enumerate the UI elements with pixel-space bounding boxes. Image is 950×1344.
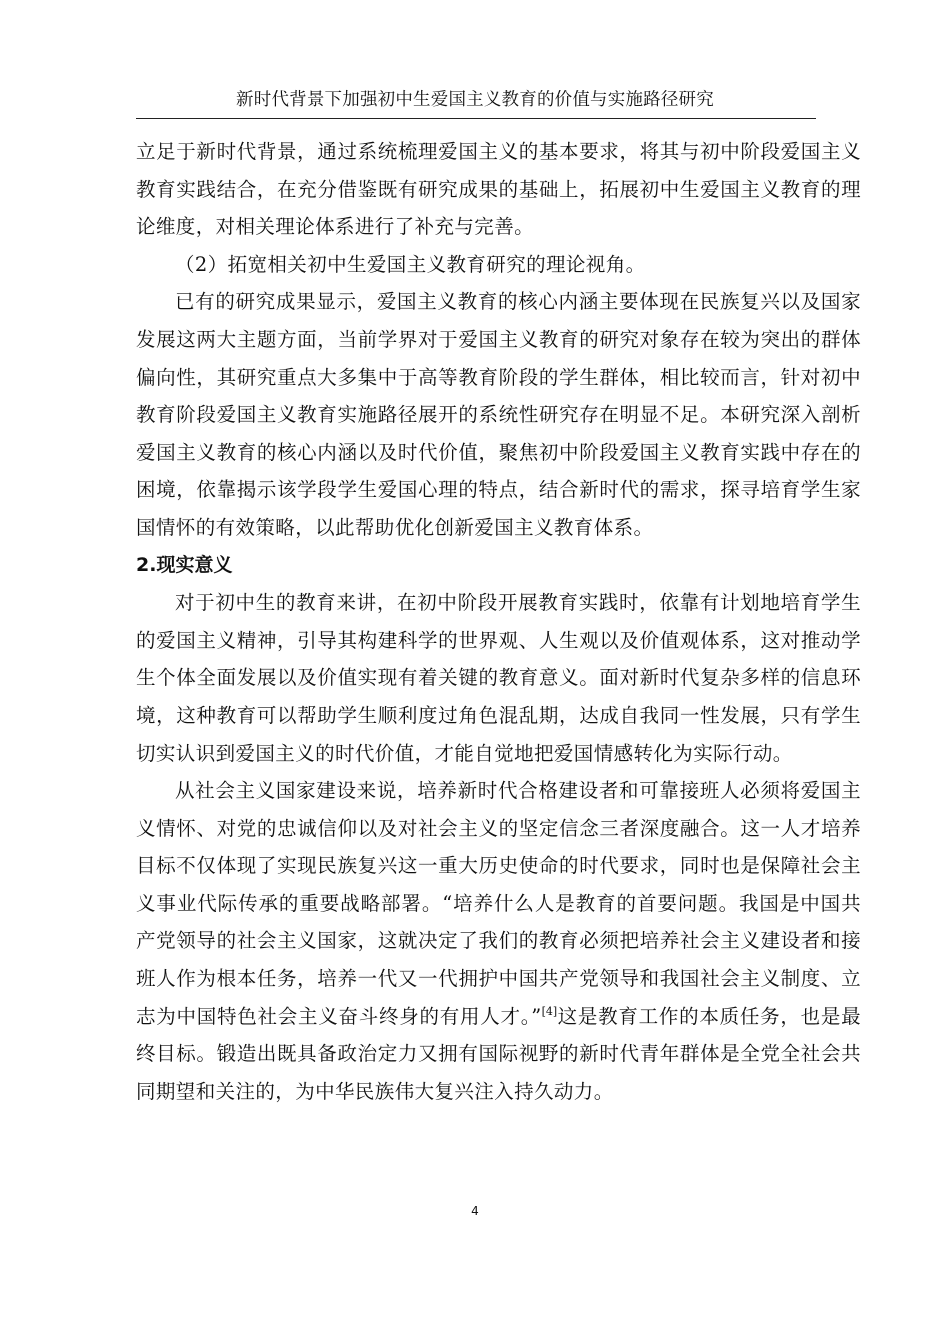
running-header-title: 新时代背景下加强初中生爱国主义教育的价值与实施路径研究 (236, 90, 714, 110)
page-number: 4 (471, 1204, 479, 1218)
paragraph-national-construction-text-before: 从社会主义国家建设来说，培养新时代合格建设者和可靠接班人必须将爱国主义情怀、对党的忠诚信仰以及对社会主义的坚定信念三者深度融合。这一人才培养目标不仅体现了实现民族复兴这一重大历史使命的时代要求，同时也是保障社会主义事业代际传承的重要战略部署。“培养什么人是教育的首要问题。我国是中国共产党领导的社会主义国家，这就决定了我们的教育必须把培养社会主义建设者和接班人作为根本任务，培养一代又一代拥护中国共产党领导和我国社会主义制度、立志为中国特色社会主义奋斗终身的有用人才。” (136, 779, 861, 1028)
paragraph-research-findings: 已有的研究成果显示，爱国主义教育的核心内涵主要体现在民族复兴以及国家发展这两大主题方面，当前学界对于爱国主义教育的研究对象存在较为突出的群体偏向性，其研究重点大多集中于高等教育阶段的学生群体，相比较而言，针对初中教育阶段爱国主义教育实施路径展开的系统性研究存在明显不足。本研究深入剖析爱国主义教育的核心内涵以及时代价值，聚焦初中阶段爱国主义教育实践中存在的困境，依靠揭示该学段学生爱国心理的特点，结合新时代的需求，探寻培育学生家国情怀的有效策略，以此帮助优化创新爱国主义教育体系。 (136, 290, 861, 539)
header-divider (136, 118, 816, 119)
document-body (136, 133, 861, 1110)
subheading-theory-perspective: （2）拓宽相关初中生爱国主义教育研究的理论视角。 (175, 252, 646, 276)
section-heading-practical-significance: 2.现实意义 (136, 553, 233, 576)
paragraph-student-education: 对于初中生的教育来讲，在初中阶段开展教育实践时，依靠有计划地培育学生的爱国主义精神，引导其构建科学的世界观、人生观以及价值观体系，这对推动学生个体全面发展以及价值实现有着关键的教育意义。面对新时代复杂多样的信息环境，这种教育可以帮助学生顺利度过角色混乱期，达成自我同一性发展，只有学生切实认识到爱国主义的时代价值，才能自觉地把爱国情感转化为实际行动。 (136, 591, 861, 765)
citation-reference[interactable]: [4] (541, 1004, 558, 1018)
paragraph-theory-continuation: 立足于新时代背景，通过系统梳理爱国主义的基本要求，将其与初中阶段爱国主义教育实践结合，在充分借鉴既有研究成果的基础上，拓展初中生爱国主义教育的理论维度，对相关理论体系进行了补充与完善。 (136, 140, 861, 239)
paragraph-national-construction (136, 772, 861, 1110)
paragraph-national-construction-text-after: 这是教育工作的本质任务，也是最终目标。锻造出既具备政治定力又拥有国际视野的新时代青年群体是全党全社会共同期望和关注的，为中华民族伟大复兴注入持久动力。 (136, 1004, 861, 1103)
